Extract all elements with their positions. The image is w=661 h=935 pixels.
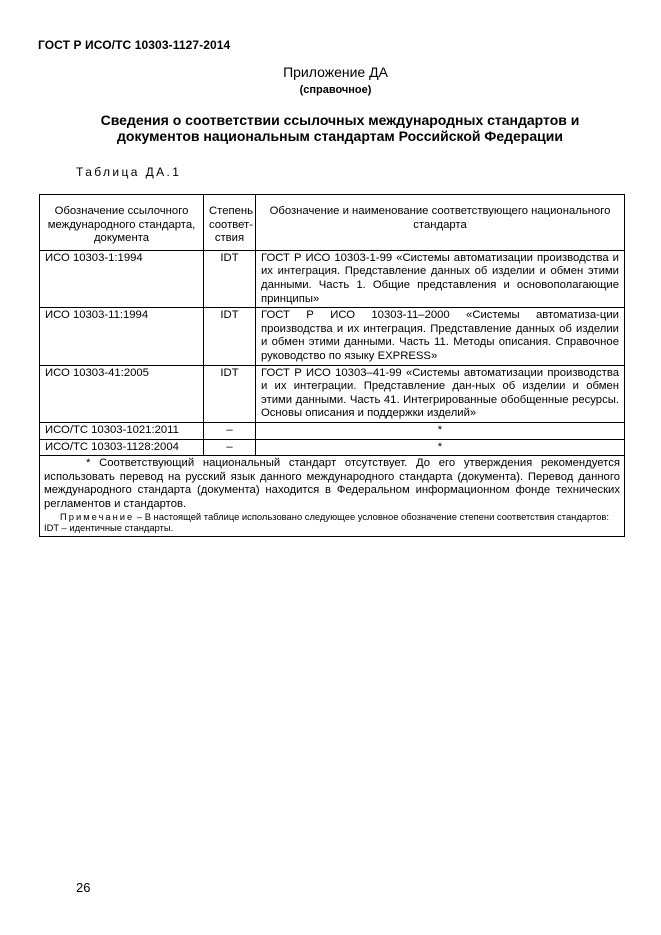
table-footnote-row — [40, 456, 625, 537]
appendix-subtitle: (справочное) — [299, 84, 372, 96]
note-text: – В настоящей таблице использовано следующее условное обозначение степени соответствия стандартов: — [134, 511, 610, 523]
footnote-text: * Соответствующий национальный стандарт отсутствует. До его утверждения рекомендуется использовать перевод на русский язык данного международного стандарта (документа). Перевод данного международного стандарта (документа) находится в Федеральном информационном фонде технических регламентов и стандартов. — [44, 457, 620, 510]
table-header-row — [40, 195, 625, 251]
appendix-title: Приложение ДА — [283, 64, 388, 80]
cell-degree: IDT — [204, 250, 256, 307]
header-international-designation: Обозначение ссылочного международного стандарта, документа — [40, 195, 204, 251]
correspondence-table — [39, 194, 625, 537]
section-title-line-1: Сведения о соответствии ссылочных международных стандартов и — [100, 112, 580, 128]
page-number: 26 — [76, 880, 91, 895]
cell-degree: IDT — [204, 308, 256, 365]
note-idt-definition: IDT – идентичные стандарты. — [44, 522, 174, 534]
table-row — [40, 308, 625, 365]
cell-national-standard: ГОСТ Р ИСО 10303–41-99 «Системы автоматизации производства и их интеграции. Представление дан-ных об изделии и обмен этими данными. Часть 41. Интегрированные обобщенные ресурсы. Основы описания и поддержки изделий» — [256, 365, 625, 422]
cell-designation: ИСО/ТС 10303-1128:2004 — [40, 439, 204, 456]
table-row — [40, 422, 625, 439]
section-title-line-2: документов национальным стандартам Российской Федерации — [117, 128, 563, 144]
table-caption: Таблица ДА.1 — [76, 165, 182, 179]
table-row — [40, 365, 625, 422]
note-label: Примечание — [60, 511, 135, 523]
table-row — [40, 250, 625, 307]
table-footnote-cell — [40, 456, 625, 537]
cell-national-standard: * — [256, 422, 625, 439]
document-code-header: ГОСТ Р ИСО/ТС 10303-1127-2014 — [38, 38, 231, 52]
cell-national-standard: ГОСТ Р ИСО 10303-11–2000 «Системы автоматиза-ции производства и их интеграция. Представление данных об изделии и обмен этими данными. Часть 11. Методы описания. Справочное руководство по языку EXPRESS» — [256, 308, 625, 365]
section-title — [50, 112, 630, 144]
header-degree-of-correspondence: Степень соответ-ствия — [204, 195, 256, 251]
cell-designation: ИСО 10303-11:1994 — [40, 308, 204, 365]
cell-designation: ИСО/ТС 10303-1021:2011 — [40, 422, 204, 439]
cell-degree: – — [204, 422, 256, 439]
cell-designation: ИСО 10303-1:1994 — [40, 250, 204, 307]
cell-designation: ИСО 10303-41:2005 — [40, 365, 204, 422]
table-row — [40, 439, 625, 456]
cell-degree: IDT — [204, 365, 256, 422]
header-national-standard: Обозначение и наименование соответствующего национального стандарта — [256, 195, 625, 251]
cell-national-standard: ГОСТ Р ИСО 10303-1-99 «Системы автоматизации производства и их интеграция. Представление данных об изделии и обмен этими данными. Часть 1. Общие представления и основополагающие принципы» — [256, 250, 625, 307]
table-note — [44, 511, 620, 522]
cell-national-standard: * — [256, 439, 625, 456]
cell-degree: – — [204, 439, 256, 456]
